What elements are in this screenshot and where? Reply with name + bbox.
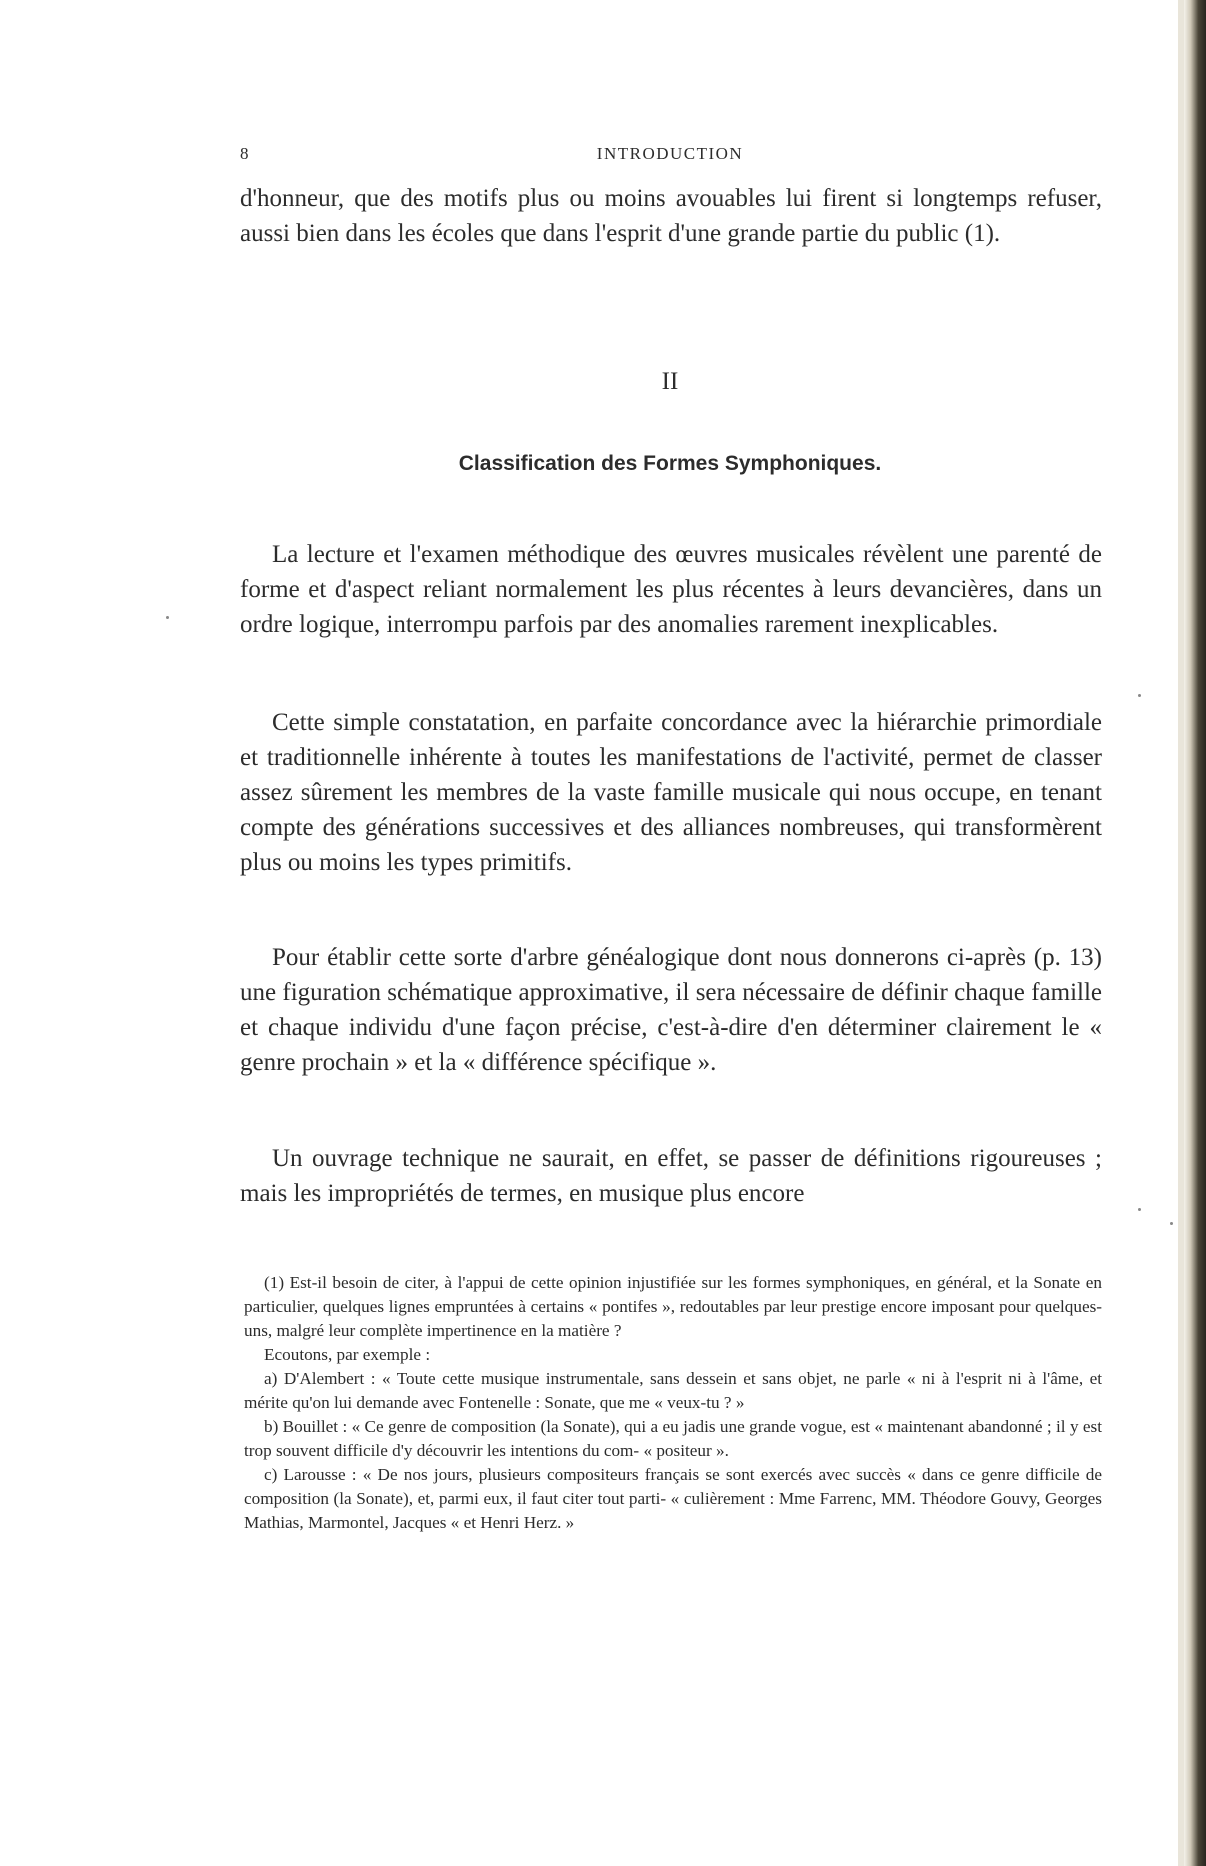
paper-speck: [1138, 694, 1141, 697]
footnote: (1) Est-il besoin de citer, à l'appui de cette opinion injustifiée sur les formes symphoniques, en général, et la Sonate en particulier, quelques lignes empruntées à certains « pontifes », redoutables par leur prestige encore imposant pour quelques-uns, malgré leur complète impertinence en la matière ?: [244, 1273, 1102, 1340]
paragraph-1: [240, 537, 1102, 642]
opening-paragraph: d'honneur, que des motifs plus ou moins avouables lui firent si longtemps refuser, aussi bien dans les écoles que dans l'esprit d'une grande partie du public (1).: [240, 185, 1102, 247]
paper-speck: [1138, 1208, 1141, 1211]
page-number: 8: [240, 144, 249, 163]
paragraph-2: [240, 705, 1102, 880]
paper-speck: [1170, 1222, 1173, 1225]
paper-speck: [166, 616, 169, 619]
section-title: Classification des Formes Symphoniques.: [458, 452, 882, 475]
footnote-line: Ecoutons, par exemple :: [264, 1345, 431, 1364]
running-head: INTRODUCTION: [596, 144, 744, 163]
paragraph-4: [240, 1141, 1102, 1211]
footnotes: [244, 1271, 1102, 1535]
body-paragraph: Cette simple constatation, en parfaite concordance avec la hiérarchie primordiale et traditionnelle inhérente à toutes les manifestations de l'activité, permet de classer assez sûrement les membres de la vaste famille musicale qui nous occupe, en tenant compte des générations successives et des alliances nombreuses, qui transformèrent plus ou moins les types primitifs.: [240, 709, 1102, 876]
footnote-quote-b: b) Bouillet : « Ce genre de composition (la Sonate), qui a eu jadis une grande vogue, est « maintenant abandonné ; il y est trop souvent difficile d'y découvrir les intentions du com- « positeur ».: [244, 1417, 1102, 1460]
body-paragraph: Pour établir cette sorte d'arbre généalogique dont nous donnerons ci-après (p. 13) une figuration schématique approximative, il sera nécessaire de définir chaque famille et chaque individu d'une façon précise, c'est-à-dire d'en déterminer clairement le « genre prochain » et la « différence spécifique ».: [240, 944, 1102, 1076]
paragraph-3: [240, 940, 1102, 1080]
body-paragraph: Un ouvrage technique ne saurait, en effet, se passer de définitions rigoureuses ; mais les impropriétés de termes, en musique plus encore: [240, 1145, 1102, 1207]
opening-text: [240, 181, 1102, 251]
page-header: [240, 144, 1100, 166]
footnote-quote-c: c) Larousse : « De nos jours, plusieurs compositeurs français se sont exercés avec succès « dans ce genre difficile de composition (la Sonate), et, parmi eux, il faut citer tout parti- « culièrement : Mme Farrenc, MM. Théodore Gouvy, Georges Mathias, Marmontel, Jacques « et Henri Herz. »: [244, 1465, 1102, 1532]
book-binding-edge: [1184, 0, 1206, 1866]
section-number: II: [661, 368, 679, 395]
body-paragraph: La lecture et l'examen méthodique des œuvres musicales révèlent une parenté de forme et d'aspect reliant normalement les plus récentes à leurs devancières, dans un ordre logique, interrompu parfois par des anomalies rarement inexplicables.: [240, 541, 1102, 638]
footnote-quote-a: a) D'Alembert : « Toute cette musique instrumentale, sans dessein et sans objet, ne parle « ni à l'esprit ni à l'âme, et mérite qu'on lui demande avec Fontenelle : Sonate, que me « veux-tu ? »: [244, 1369, 1102, 1412]
